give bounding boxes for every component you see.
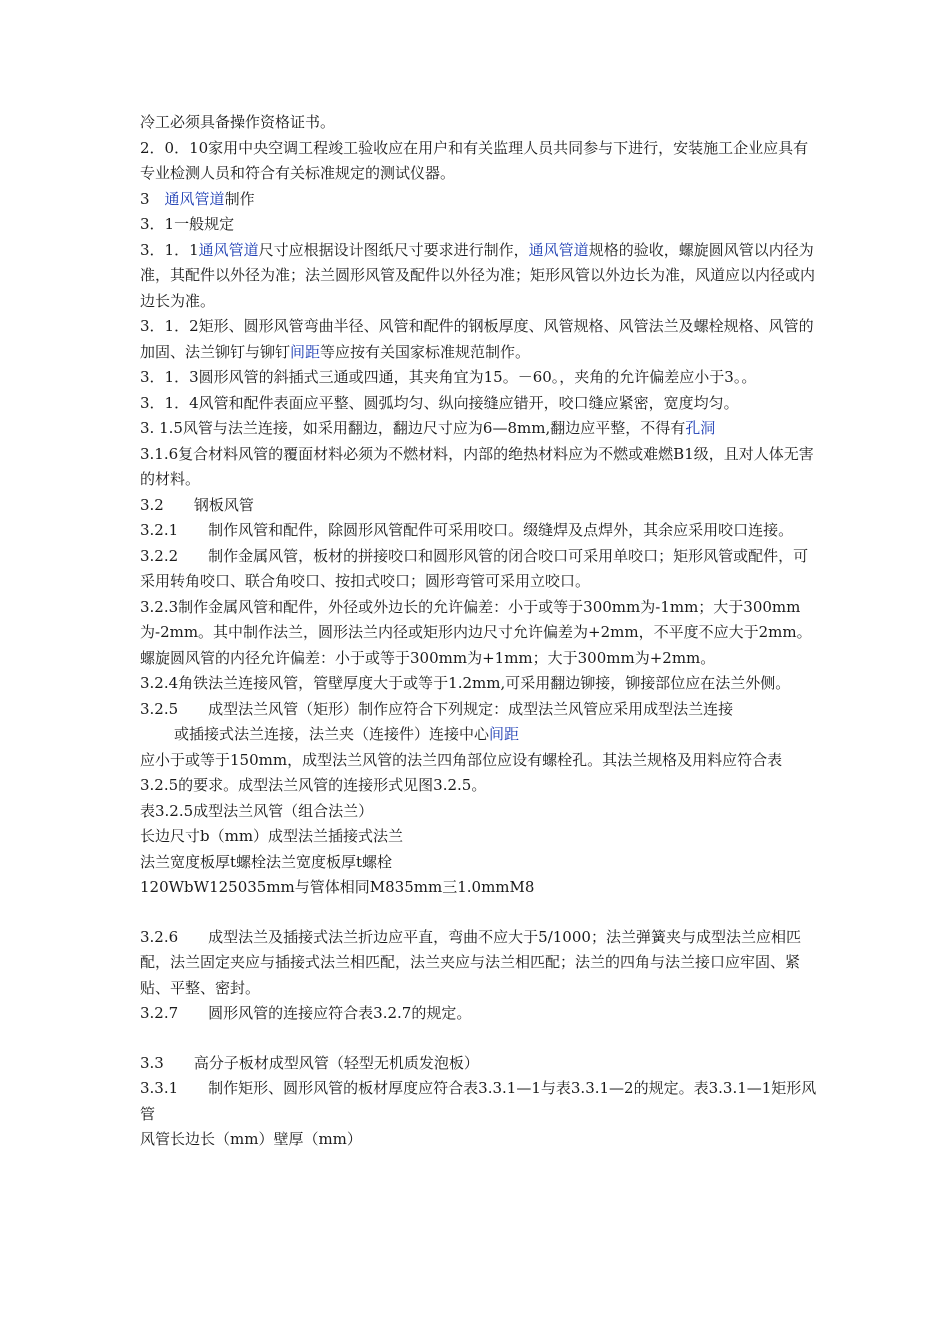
ventilation-duct-link[interactable]: 通风管道 [164,189,225,208]
paragraph-continuation [140,722,820,748]
clause-text: 尺寸应根据设计图纸尺寸要求进行制作， [258,240,529,259]
paragraph: 2．0．10家用中央空调工程竣工验收应在用户和有关监理人员共同参与下进行，安装施工企业应具有专业检测人员和符合有关标准规定的测试仪器。 [140,138,809,182]
ventilation-duct-link[interactable]: 通风管道 [198,240,259,259]
paragraph [140,238,820,315]
spacing-link[interactable]: 间距 [290,342,321,361]
table-row: 120WbW125035mm与管体相同M835mm三1.0mmM8 [140,878,535,896]
heading-number: 3 [140,189,165,208]
paragraph: 3.2.7 圆形风管的连接应符合表3.2.7的规定。 [140,1004,472,1022]
clause-text: 3. 1.5风管与法兰连接，如采用翻边，翻边尺寸应为6—8mm,翻边应平整，不得有 [140,419,686,437]
paragraph: 3.2.3制作金属风管和配件，外径或外边长的允许偏差：小于或等于300mm为-1mm；大于300mm为-2mm。其中制作法兰，圆形法兰内径或矩形内边尺寸允许偏差为+2mm，不平度不应大于2mm。螺旋圆风管的内径允许偏差：小于或等于300mm为+1mm；大于300mm为+2mm。 [140,597,812,667]
paragraph: 3.3.1 制作矩形、圆形风管的板材厚度应符合表3.3.1—1与表3.3.1—2的规定。表3.3.1—1矩形风管 [140,1079,817,1123]
clause-number: 3．1．1 [140,240,199,259]
document-body [140,110,820,1153]
clause-text: 或插接式法兰连接，法兰夹（连接件）连接中心 [174,725,490,743]
section-heading [140,187,820,213]
clause-text: 规格的验收，螺旋圆风管以内径为准，其配件以外径为准；法兰圆形风管及配件以外径为准；矩形风管以外边长为准，风道应以内径或内边长为准。 [140,240,816,310]
paragraph: 3．1．3圆形风管的斜插式三通或四通，其夹角宜为15。－60。，夹角的允许偏差应小于3。。 [140,368,757,386]
paragraph: 3.2.5 成型法兰风管（矩形）制作应符合下列规定：成型法兰风管应采用成型法兰连接 [140,699,734,718]
paragraph: 冷工必须具备操作资格证书。 [140,113,336,131]
subsection-heading: 3．1一般规定 [140,215,235,233]
spacer [140,1027,820,1051]
table-caption: 表3.2.5成型法兰风管（组合法兰） [140,801,374,820]
paragraph [140,314,820,365]
subsection-heading: 3.2 钢板风管 [140,495,254,514]
table-header: 长边尺寸b（mm）成型法兰插接式法兰 [140,827,404,845]
subsection-heading: 3.3 高分子板材成型风管（轻型无机质发泡板） [140,1053,479,1072]
table-header: 法兰宽度板厚t螺栓法兰宽度板厚t螺栓 [140,852,393,871]
paragraph: 3.2.2 制作金属风管，板材的拼接咬口和圆形风管的闭合咬口可采用单咬口；矩形风管或配件，可采用转角咬口、联合角咬口、按扣式咬口；圆形弯管可采用立咬口。 [140,546,809,590]
spacing-link[interactable]: 间距 [489,725,520,743]
hole-link[interactable]: 孔洞 [685,419,716,437]
clause-text: 等应按有关国家标准规范制作。 [320,342,531,361]
paragraph: 3．1．4风管和配件表面应平整、圆弧均匀、纵向接缝应错开，咬口缝应紧密，宽度均匀。 [140,393,739,412]
paragraph: 3.2.1 制作风管和配件，除圆形风管配件可采用咬口。缀缝焊及点焊外，其余应采用咬口连接。 [140,521,794,539]
paragraph: 应小于或等于150mm，成型法兰风管的法兰四角部位应设有螺栓孔。其法兰规格及用料应符合表3.2.5的要求。成型法兰风管的连接形式见图3.2.5。 [140,750,783,794]
spacer [140,901,820,925]
paragraph: 3.2.6 成型法兰及插接式法兰折边应平直，弯曲不应大于5/1000；法兰弹簧夹与成型法兰应相匹配，法兰固定夹应与插接式法兰相匹配，法兰夹应与法兰相匹配；法兰的四角与法兰接口应牢固、紧贴、平整、密封。 [140,927,801,997]
ventilation-duct-link[interactable]: 通风管道 [528,240,589,259]
heading-text: 制作 [224,189,255,208]
clause-text: 3．1．2矩形、圆形风管弯曲半径、风管和配件的钢板厚度、风管规格、风管法兰及螺栓规格、风管的加固、法兰铆钉与铆钉 [140,317,814,361]
paragraph: 3.2.4角铁法兰连接风管，管壁厚度大于或等于1.2mm,可采用翻边铆接，铆接部位应在法兰外侧。 [140,674,791,692]
table-header: 风管长边长（mm）壁厚（mm） [140,1130,362,1148]
paragraph: 3.1.6复合材料风管的覆面材料必须为不燃材料，内部的绝热材料应为不燃或难燃B1级，且对人体无害的材料。 [140,444,814,488]
paragraph [140,416,820,442]
